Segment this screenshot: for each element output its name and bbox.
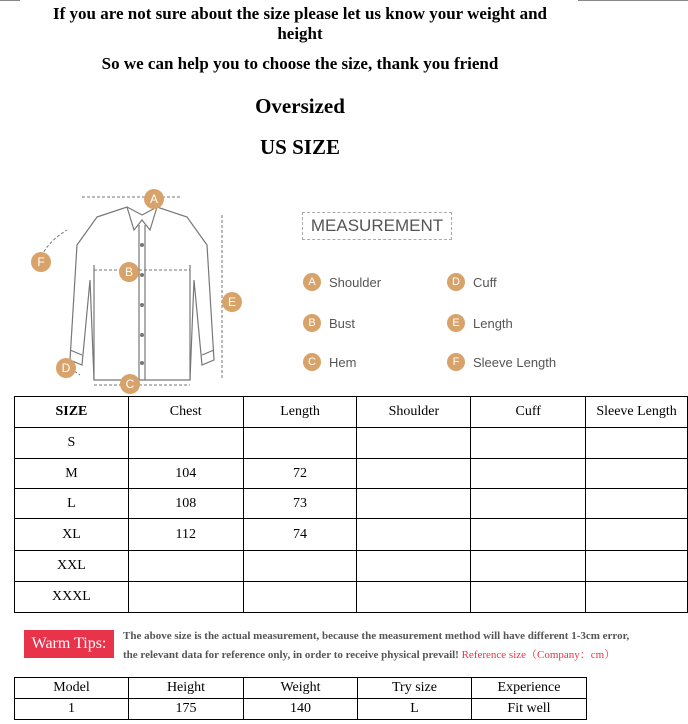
legend-badge: D [447, 273, 465, 291]
shoulder-cell [357, 551, 471, 582]
size-cell: M [15, 459, 129, 489]
cuff-cell [471, 582, 586, 613]
size-cell: XXL [15, 551, 129, 582]
shoulder-cell [357, 519, 471, 551]
header-weight: Weight [244, 678, 358, 699]
chest-cell: 108 [128, 489, 243, 519]
size-cell: S [15, 428, 129, 459]
legend-label: Hem [329, 354, 357, 370]
legend-label: Sleeve Length [473, 354, 557, 370]
cuff-cell [471, 428, 586, 459]
shoulder-cell [357, 459, 471, 489]
legend-label: Cuff [473, 274, 497, 290]
header-model: Model [15, 678, 129, 699]
legend-label: Length [473, 315, 513, 331]
table-row [15, 459, 688, 489]
table-row [15, 489, 688, 519]
svg-text:F: F [37, 255, 45, 269]
legend-item-cuff [447, 272, 497, 292]
shoulder-cell [357, 582, 471, 613]
svg-text:D: D [61, 361, 71, 375]
length-cell: 73 [243, 489, 357, 519]
warm-tips-line-2 [123, 646, 615, 662]
sleeve-length-cell [586, 489, 688, 519]
length-cell: 74 [243, 519, 357, 551]
legend-label: Shoulder [329, 274, 382, 290]
table-row [15, 551, 688, 582]
legend-item-hem [303, 352, 356, 372]
warm-tips-line-1: The above size is the actual measurement, because the measurement method will have different 1-3cm error, [123, 630, 630, 642]
size-cell: L [15, 489, 129, 519]
svg-text:C: C [125, 377, 135, 391]
table-row [15, 519, 688, 551]
warm-tips-line-2-text: the relevant data for reference only, in order to receive physical prevail! [123, 649, 459, 661]
measurement-title: MEASUREMENT [302, 212, 452, 240]
model-table [14, 677, 587, 720]
header-height: Height [129, 678, 244, 699]
cuff-cell [471, 551, 586, 582]
table-row [15, 582, 688, 613]
legend-item-sleeve-length [447, 352, 556, 372]
sleeve-length-cell [586, 459, 688, 489]
header-experience: Experience [472, 678, 587, 699]
legend-badge: B [303, 314, 321, 332]
chest-cell [128, 428, 243, 459]
legend-badge: F [447, 353, 465, 371]
try-size-cell: L [358, 699, 472, 720]
header-chest: Chest [128, 397, 243, 428]
chest-cell [128, 582, 243, 613]
legend-badge: A [303, 273, 321, 291]
table-row [15, 428, 688, 459]
chest-cell: 104 [128, 459, 243, 489]
notice-line-3: So we can help you to choose the size, thank you friend [101, 54, 499, 73]
length-cell [243, 428, 357, 459]
cuff-cell [471, 459, 586, 489]
chest-cell: 112 [128, 519, 243, 551]
experience-cell: Fit well [472, 699, 587, 720]
header-cuff: Cuff [471, 397, 586, 428]
height-cell: 175 [129, 699, 244, 720]
weight-cell: 140 [244, 699, 358, 720]
legend-label: Bust [329, 315, 356, 331]
size-region-heading: US SIZE [260, 135, 340, 159]
legend-item-bust [303, 313, 355, 333]
notice-line-1: If you are not sure about the size please let us know your weight and [53, 4, 547, 23]
size-table [14, 396, 688, 613]
warm-tips-label: Warm Tips: [24, 630, 114, 658]
top-rule-right [578, 0, 688, 1]
legend-item-length [447, 313, 513, 333]
header-size: SIZE [15, 397, 129, 428]
legend-item-shoulder [303, 272, 381, 292]
header-shoulder: Shoulder [357, 397, 471, 428]
size-cell: XL [15, 519, 129, 551]
size-table-header [15, 397, 688, 428]
notice-line-2: height [277, 24, 323, 43]
header-length: Length [243, 397, 357, 428]
reference-size-note: Reference size（Company：cm） [461, 649, 616, 661]
svg-text:E: E [227, 295, 237, 309]
model-table-header [15, 678, 587, 699]
top-rule-left [0, 0, 20, 1]
model-cell: 1 [15, 699, 129, 720]
sleeve-length-cell [586, 519, 688, 551]
header-sleeve-length: Sleeve Length [586, 397, 688, 428]
table-row [15, 699, 587, 720]
shoulder-cell [357, 428, 471, 459]
sleeve-length-cell [586, 428, 688, 459]
sleeve-length-cell [586, 551, 688, 582]
sleeve-length-cell [586, 582, 688, 613]
cuff-cell [471, 489, 586, 519]
length-cell: 72 [243, 459, 357, 489]
size-cell: XXXL [15, 582, 129, 613]
chest-cell [128, 551, 243, 582]
header-try-size: Try size [358, 678, 472, 699]
svg-text:A: A [149, 192, 159, 206]
fit-heading: Oversized [255, 94, 345, 118]
cuff-cell [471, 519, 586, 551]
legend-badge: E [447, 314, 465, 332]
legend-badge: C [303, 353, 321, 371]
length-cell [243, 582, 357, 613]
length-cell [243, 551, 357, 582]
shoulder-cell [357, 489, 471, 519]
svg-text:B: B [124, 265, 134, 279]
